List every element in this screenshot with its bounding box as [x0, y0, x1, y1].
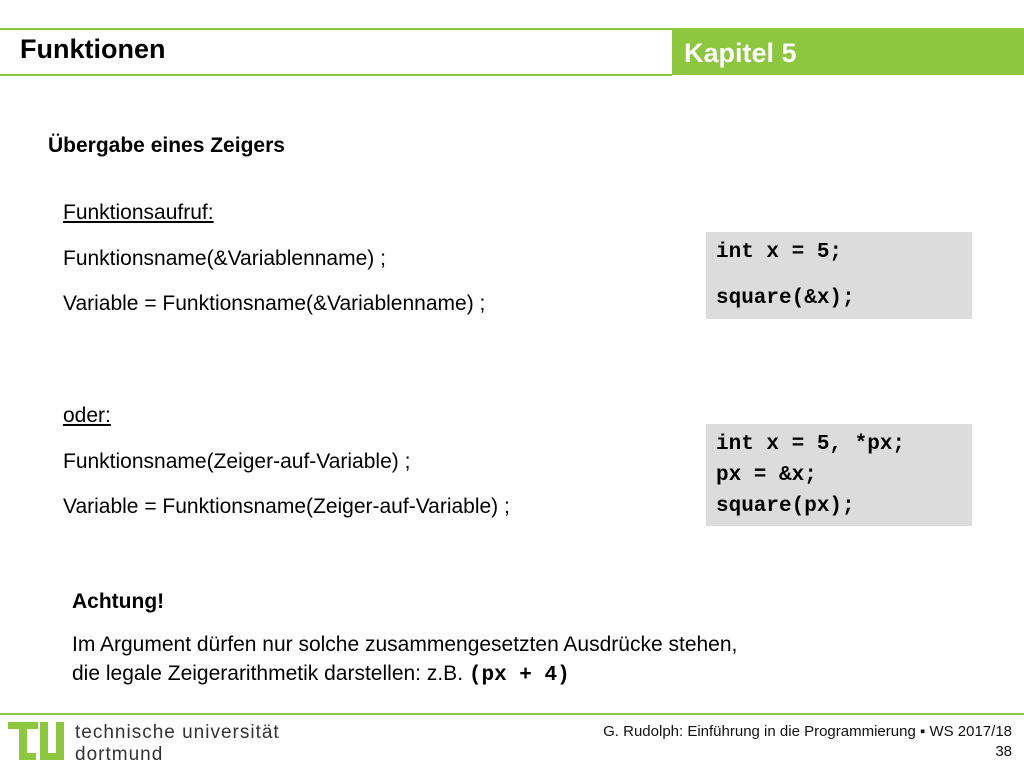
alt-line-1: Funktionsname(Zeiger-auf-Variable) ;: [63, 450, 411, 473]
university-name: [75, 722, 280, 766]
footer-rule: [0, 713, 1024, 715]
warning-line-2: [72, 662, 570, 687]
warning-line-2-text: die legale Zeigerarithmetik darstellen: z.B.: [72, 662, 469, 685]
code-box-1: [706, 232, 972, 319]
call-line-1: Funktionsname(&Variablenname) ;: [63, 247, 386, 270]
code-box-2: [706, 424, 972, 526]
code-line: int x = 5;: [716, 241, 843, 264]
warning-title: Achtung!: [72, 590, 165, 613]
call-line-2: Variable = Funktionsname(&Variablenname) ;: [63, 292, 486, 315]
page-title: Funktionen: [20, 34, 166, 64]
warning-code: (px + 4): [468, 664, 570, 687]
call-heading: Funktionsaufruf:: [63, 201, 214, 224]
code-line: int x = 5, *px;: [716, 433, 906, 456]
chapter-label: Kapitel 5: [684, 38, 797, 68]
warning-line-1: Im Argument dürfen nur solche zusammengesetzten Ausdrücke stehen,: [72, 633, 738, 656]
chapter-badge: [672, 30, 1024, 75]
header-bottom-rule: [0, 74, 672, 76]
code-line: square(px);: [716, 495, 855, 518]
tu-logo-icon: [6, 718, 66, 764]
alt-line-2: Variable = Funktionsname(Zeiger-auf-Variable) ;: [63, 495, 510, 518]
section-title: Übergabe eines Zeigers: [48, 134, 285, 157]
code-line: px = &x;: [716, 464, 817, 487]
university-name-line-2: dortmund: [75, 744, 164, 765]
code-line: square(&x);: [716, 287, 855, 310]
footer-info: [603, 722, 1012, 762]
alt-heading: oder:: [63, 404, 111, 427]
university-name-line-1: technische universität: [75, 722, 280, 743]
course-label: G. Rudolph: Einführung in die Programmierung ▪ WS 2017/18: [603, 723, 1012, 740]
page-number: 38: [995, 743, 1012, 760]
